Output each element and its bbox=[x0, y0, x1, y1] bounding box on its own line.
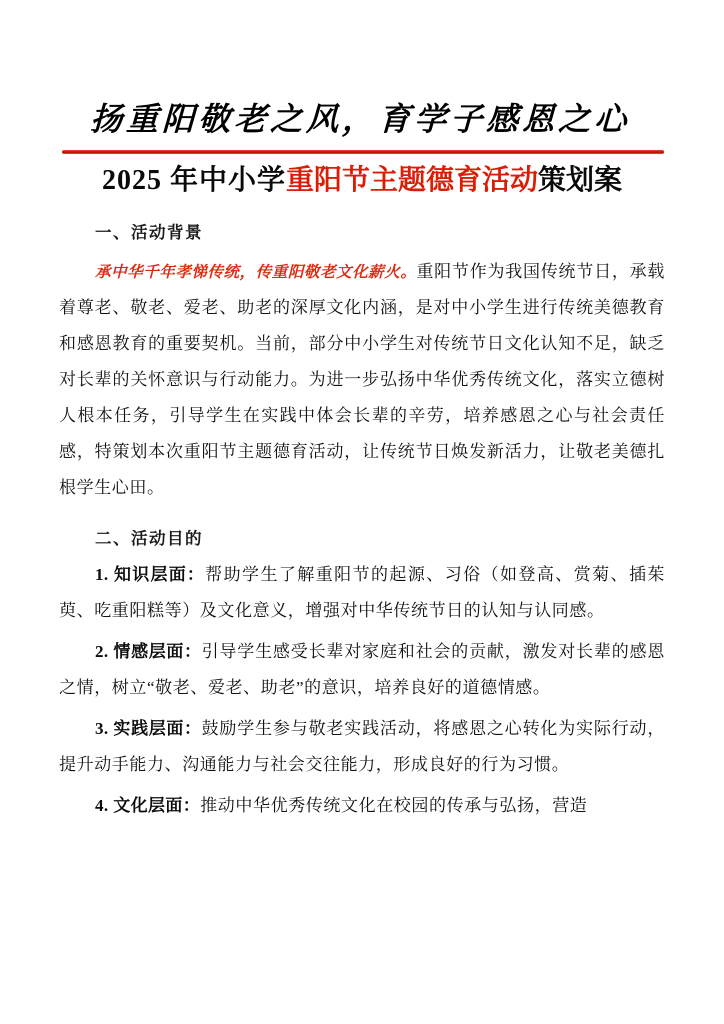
objective-label-knowledge: 1. 知识层面： bbox=[95, 565, 206, 585]
objective-item-culture bbox=[59, 783, 665, 824]
sub-title bbox=[59, 154, 665, 199]
objective-item-emotional bbox=[59, 629, 665, 706]
sub-title-prefix: 2025 年中小学 bbox=[101, 165, 286, 197]
objective-item-knowledge bbox=[59, 552, 665, 629]
paragraph-background-text: 重阳节作为我国传统节日，承载着尊老、敬老、爱老、助老的深厚文化内涵，是对中小学生进行传统美德教育和感恩教育的重要契机。当前，部分中小学生对传统节日文化认知不足，缺乏对长辈的关怀意识与行动能力。为进一步弘扬中华优秀传统文化，落实立德树人根本任务，引导学生在实践中体会长辈的辛劳，培养感恩之心与社会责任感，特策划本次重阳节主题德育活动，让传统节日焕发新活力，让敬老美德扎根学生心田。 bbox=[59, 261, 665, 497]
objective-label-emotional: 2. 情感层面： bbox=[95, 642, 202, 662]
section-heading-background: 一、活动背景 bbox=[95, 222, 203, 242]
main-title: 扬重阳敬老之风，育学子感恩之心 bbox=[89, 100, 631, 138]
sub-title-highlight: 重阳节主题德育活动 bbox=[285, 165, 538, 197]
objective-label-culture: 4. 文化层面： bbox=[95, 796, 201, 816]
objective-label-practice: 3. 实践层面： bbox=[95, 719, 202, 739]
lead-red-sentence: 承中华千年孝悌传统，传重阳敬老文化薪火。 bbox=[95, 261, 417, 281]
section-heading-objectives: 二、活动目的 bbox=[95, 528, 203, 548]
objective-text-knowledge: 帮助学生了解重阳节的起源、习俗（如登高、赏菊、插茱萸、吃重阳糕等）及文化意义，增强对中华传统节日的认知与认同感。 bbox=[59, 565, 666, 621]
objective-item-practice bbox=[59, 706, 665, 783]
sub-title-suffix: 策划案 bbox=[538, 165, 623, 197]
objective-text-practice: 鼓励学生参与敬老实践活动，将感恩之心转化为实际行动，提升动手能力、沟通能力与社会交往能力，形成良好的行为习惯。 bbox=[59, 719, 665, 775]
paragraph-background bbox=[59, 246, 665, 506]
objective-text-emotional: 引导学生感受长辈对家庭和社会的贡献，激发对长辈的感恩之情，树立“敬老、爱老、助老”的意识，培养良好的道德情感。 bbox=[59, 642, 665, 698]
objective-text-culture: 推动中华优秀传统文化在校园的传承与弘扬，营造 bbox=[200, 796, 588, 816]
